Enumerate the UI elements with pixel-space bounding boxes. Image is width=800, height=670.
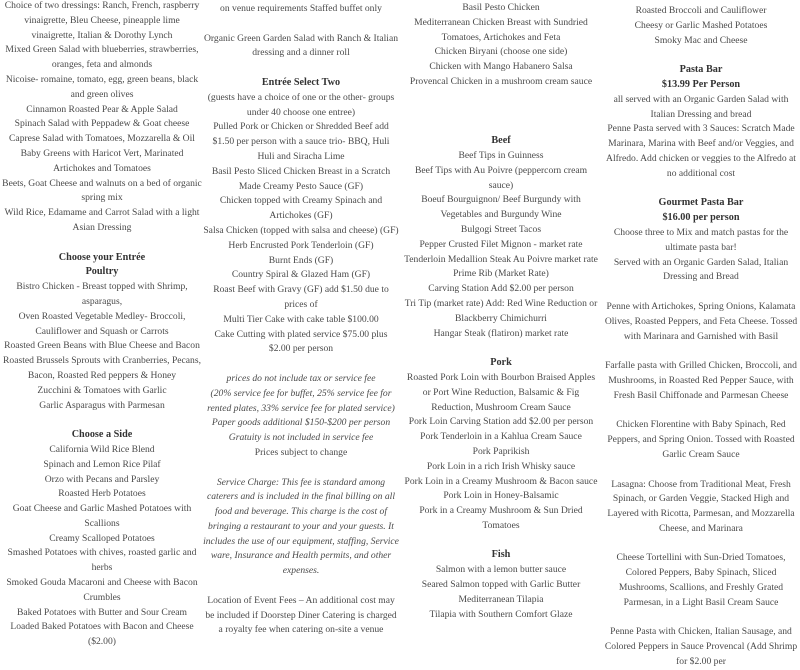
menu-item: Pork Loin in Honey-Balsamic — [443, 490, 559, 502]
menu-item: Smoked Gouda Macaroni and Cheese with Bacon Crumbles — [6, 577, 198, 603]
menu-item: Roasted Herb Potatoes — [58, 488, 146, 500]
menu-item: Roasted Broccoli and Cauliflower — [635, 5, 767, 16]
fee-note: prices do not include tax or service fee — [226, 372, 376, 384]
menu-item: Spinach and Lemon Rice Pilaf — [43, 458, 161, 470]
menu-item: Pork Loin Carving Station add $2.00 per person — [408, 416, 594, 428]
section-heading: Fish — [491, 549, 511, 561]
menu-item: Chicken Florentine with Baby Spinach, Red Peppers, and Spring Onion. Tossed with Roasted Garlic Cream Sauce — [607, 419, 795, 460]
section-heading: Choose your Entrée — [58, 251, 146, 263]
menu-item: all served with an Organic Garden Salad with Italian Dressing and bread — [613, 93, 789, 120]
menu-item: Pulled Pork or Chicken or Shredded Beef add $1.50 per person with a sauce trio- BBQ, Huli Huli and Siracha Lime — [212, 121, 390, 162]
fee-note: (20% service fee for buffet, 25% service fee for rented plates, 33% service fee for plated service) — [207, 387, 395, 414]
menu-item: Basil Pesto Chicken — [462, 2, 540, 13]
section-heading: Choose a Side — [71, 429, 133, 441]
menu-item: Penne Pasta served with 3 Sauces: Scratch Made Marinara, Marina with Beef and/or Veggies, and Alfredo. Add chicken or veggies to the Alfredo at no additional cost — [606, 123, 796, 179]
menu-item: Smoky Mac and Cheese — [654, 34, 748, 46]
section-heading: Beef — [491, 135, 511, 147]
menu-column-salads-entrees-sides — [2, 0, 202, 650]
section-heading: $16.00 per person — [662, 212, 740, 224]
menu-item: Orzo with Pecans and Parsley — [44, 473, 160, 485]
menu-item: Farfalle pasta with Grilled Chicken, Broccoli, and Mushrooms, in Roasted Red Pepper Sauce, with Fresh Basil Chiffonade and Parmesan Cheese — [605, 360, 797, 401]
fee-note: Service Charge: This fee is standard among caterers and is included in the final billing on all food and beverage. This charge is the cost of bringing a restaurant to your and your guests. It includes the use of our equipment, staffing, Service ware, Insurance and Health permits, and other expenses. — [203, 476, 399, 577]
menu-item: Lasagna: Choose from Traditional Meat, Fresh Spinach, or Garden Veggie, Stacked High and Layered with Ricotta, Parmesan, and Mozzarella Cheese, and Marinara — [607, 478, 795, 534]
menu-item: Roasted Pork Loin with Bourbon Braised Apples or Port Wine Reduction, Balsamic & Fig Reduction, Mushroom Cream Sauce — [406, 371, 596, 413]
menu-item: Loaded Baked Potatoes with Bacon and Cheese ($2.00) — [10, 621, 194, 648]
menu-item: Mediterranean Chicken Breast with Sundried Tomatoes, Artichokes and Feta — [414, 16, 588, 43]
menu-item: Multi Tier Cake with cake table $100.00 — [223, 313, 379, 325]
menu-item: Zucchini & Tomatoes with Garlic — [37, 384, 167, 396]
menu-column-pasta-bar — [604, 4, 798, 670]
menu-item: Pork Tenderloin in a Kahlua Cream Sauce — [420, 431, 582, 443]
menu-item: Location of Event Fees – An additional cost may be included if Doorstep Diner Catering is charged a royalty fee when catering on-site a venue — [205, 594, 397, 636]
menu-item: Cake Cutting with plated service $75.00 plus $2.00 per person — [214, 328, 388, 355]
menu-item: Chicken Biryani (choose one side) — [434, 46, 568, 58]
menu-item: Burnt Ends (GF) — [268, 254, 334, 266]
menu-item: Baby Greens with Haricot Vert, Marinated Artichokes and Tomatoes — [20, 147, 184, 174]
menu-item: Smashed Potatoes with chives, roasted garlic and herbs — [7, 547, 197, 574]
menu-item: Mediterranean Tilapia — [458, 593, 544, 605]
menu-item: Salsa Chicken (topped with salsa and cheese) (GF) — [203, 224, 399, 236]
section-heading: Poultry — [85, 266, 119, 278]
menu-item: Country Spiral & Glazed Ham (GF) — [231, 269, 371, 281]
menu-item: Bistro Chicken - Breast topped with Shrimp, asparagus, — [16, 281, 188, 307]
menu-item: Boeuf Bourguignon/ Beef Burgundy with Vegetables and Burgundy Wine — [421, 194, 581, 221]
menu-item: Garlic Asparagus with Parmesan — [39, 399, 165, 411]
menu-item: Roasted Green Beans with Blue Cheese and Bacon — [4, 340, 200, 352]
menu-item: Chicken topped with Creamy Spinach and Artichokes (GF) — [219, 195, 383, 222]
menu-item: Choice of two dressings: Ranch, French, raspberry vinaigrette, Bleu Cheese, pineapple lime vinaigrette, Italian & Dorothy Lynch — [4, 0, 200, 41]
menu-item: Mixed Green Salad with blueberries, strawberries, oranges, feta and almonds — [5, 44, 199, 71]
menu-item: Hangar Steak (flatiron) market rate — [433, 327, 569, 339]
menu-item: Creamy Scalloped Potatoes — [49, 532, 155, 544]
menu-column-buffet-fees — [203, 2, 399, 638]
menu-item: Cheese Tortellini with Sun-Dried Tomatoes, Colored Peppers, Baby Spinach, Sliced Mushrooms, Scallions, and Freshly Grated Parmesan, in a Light Basil Cream Sauce — [616, 552, 786, 608]
section-heading: Gourmet Pasta Bar — [658, 197, 744, 209]
menu-item: Pepper Crusted Filet Mignon - market rate — [419, 238, 583, 250]
menu-item: Salmon with a lemon butter sauce — [435, 564, 567, 576]
section-heading: Pasta Bar — [679, 64, 723, 76]
menu-item: Seared Salmon topped with Garlic Butter — [421, 579, 581, 591]
menu-item: Beef Tips in Guinness — [458, 149, 544, 161]
menu-item: Prices subject to change — [254, 446, 348, 458]
menu-item: Basil Pesto Sliced Chicken Breast in a Scratch Made Creamy Pesto Sauce (GF) — [211, 165, 391, 192]
menu-column-chicken-beef-pork-fish — [404, 1, 598, 622]
menu-item: Pork Paprikish — [472, 445, 530, 457]
menu-item: Caprese Salad with Tomatoes, Mozzarella & Oil — [9, 133, 195, 145]
menu-item: Provencal Chicken in a mushroom cream sauce — [409, 75, 593, 87]
menu-item: Bulgogi Street Tacos — [460, 223, 542, 235]
menu-item: Choose three to Mix and match pastas for the ultimate pasta bar! — [613, 226, 789, 253]
menu-item: Tri Tip (market rate) Add: Red Wine Reduction or Blackberry Chimichurri — [404, 297, 598, 324]
menu-item: Cinnamon Roasted Pear & Apple Salad — [26, 103, 178, 115]
fee-note: Gratuity is not included in service fee — [228, 432, 374, 444]
menu-item: Roasted Brussels Sprouts with Cranberries, Pecans, Bacon, Roasted Red peppers & Honey — [3, 355, 201, 381]
menu-item: Served with an Organic Garden Salad, Italian Dressing and Bread — [613, 256, 789, 283]
menu-item: California Wild Rice Blend — [49, 443, 155, 455]
section-heading: Pork — [490, 357, 512, 369]
menu-item: Herb Encrusted Pork Tenderloin (GF) — [228, 239, 374, 251]
menu-item: Chicken with Mango Habanero Salsa — [429, 61, 573, 73]
menu-item: Cheesy or Garlic Mashed Potatoes — [634, 19, 768, 31]
menu-item: Tenderloin Medallion Steak Au Poivre market rate — [404, 253, 598, 265]
menu-item: Baked Potatoes with Butter and Sour Cream — [17, 606, 187, 618]
menu-item: Pork Loin in a rich Irish Whisky sauce — [426, 460, 576, 472]
menu-item: (guests have a choice of one or the other- groups under 40 choose one entree) — [207, 91, 395, 118]
menu-item: Tilapia with Southern Comfort Glaze — [429, 608, 573, 620]
section-heading: $13.99 Per Person — [661, 78, 741, 90]
menu-item: Penne Pasta with Chicken, Italian Sausage, and Colored Peppers in Sauce Provencal (Add Shrimp for $2.00 per — [604, 626, 798, 668]
menu-item: Carving Station Add $2.00 per person — [428, 283, 574, 295]
menu-item: Penne with Artichokes, Spring Onions, Kalamata Olives, Roasted Peppers, and Feta Cheese. Tossed with Marinara and Garnished with Basil — [604, 300, 798, 342]
menu-item: Nicoise- romaine, tomato, egg, green beans, black and green olives — [5, 73, 199, 100]
menu-item: Beets, Goat Cheese and walnuts on a bed of organic spring mix — [2, 177, 202, 204]
menu-item: Wild Rice, Edamame and Carrot Salad with a light Asian Dressing — [4, 207, 200, 233]
menu-item: Prime Rib (Market Rate) — [453, 268, 549, 280]
menu-item: Organic Green Garden Salad with Ranch & Italian dressing and a dinner roll — [203, 32, 399, 59]
menu-item: Spinach Salad with Peppadew & Goat cheese — [14, 118, 190, 130]
section-heading: Entrée Select Two — [261, 76, 341, 88]
menu-item: on venue requirements Staffed buffet only — [220, 3, 382, 14]
menu-item: Pork Loin in a Creamy Mushroom & Bacon sauce — [404, 475, 598, 487]
menu-item: Oven Roasted Vegetable Medley- Broccoli, Cauliflower and Squash or Carrots — [18, 310, 186, 337]
menu-item: Goat Cheese and Garlic Mashed Potatoes with Scallions — [12, 503, 192, 529]
menu-item: Roast Beef with Gravy (GF) add $1.50 due to prices of — [213, 284, 389, 310]
fee-note: Paper goods additional $150-$200 per person — [211, 417, 391, 429]
menu-item: Beef Tips with Au Poivre (peppercorn cream sauce) — [414, 164, 588, 191]
menu-item: Pork in a Creamy Mushroom & Sun Dried Tomatoes — [419, 505, 583, 531]
